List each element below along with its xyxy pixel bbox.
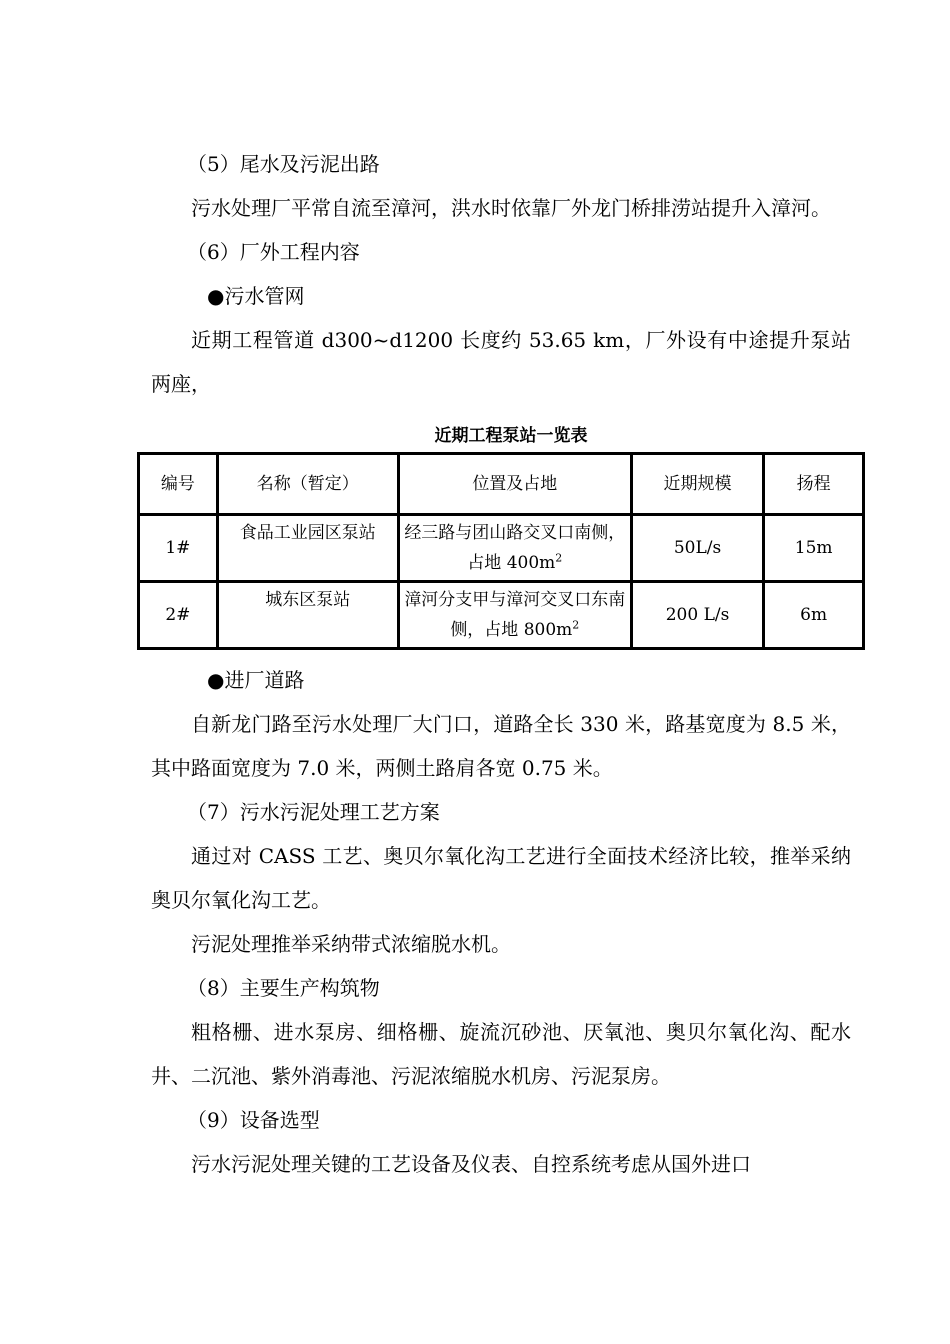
table-row — [139, 515, 864, 582]
pump-station-table — [137, 452, 865, 650]
bullet-sewer-network: ●污水管网 — [207, 284, 305, 308]
paragraph-structures: 粗格栅、进水泵房、细格栅、旋流沉砂池、厌氧池、奥贝尔氧化沟、配水井、二沉池、紫外消毒池、污泥浓缩脱水机房、污泥泵房。 — [151, 1020, 851, 1088]
table-cell-head: 15m — [764, 515, 864, 582]
section-heading-6: （6）厂外工程内容 — [187, 240, 360, 264]
table-row — [139, 582, 864, 649]
superscript: 2 — [572, 618, 580, 632]
table-cell-name: 城东区泵站 — [217, 582, 398, 649]
table-cell-name: 食品工业园区泵站 — [217, 515, 398, 582]
location-text: 经三路与团山路交叉口南侧，占地 400m — [404, 523, 626, 573]
bullet-access-road: ●进厂道路 — [207, 668, 305, 692]
paragraph-road: 自新龙门路至污水处理厂大门口，道路全长 330 米，路基宽度为 8.5 米，其中路面宽度为 7.0 米，两侧土路肩各宽 0.75 米。 — [151, 712, 851, 780]
document-page — [151, 142, 851, 1186]
table-header-cell: 名称（暂定） — [217, 454, 398, 515]
table-header-cell: 扬程 — [764, 454, 864, 515]
paragraph-equipment: 污水污泥处理关键的工艺设备及仪表、自控系统考虑从国外进口 — [191, 1152, 751, 1176]
paragraph-process: 通过对 CASS 工艺、奥贝尔氧化沟工艺进行全面技术经济比较，推举采纳奥贝尔氧化沟工艺。 — [151, 844, 851, 912]
table-cell-head: 6m — [764, 582, 864, 649]
table-header-cell: 近期规模 — [631, 454, 764, 515]
table-cell-location — [398, 582, 631, 649]
table-cell-id: 2# — [139, 582, 218, 649]
table-cell-scale: 50L/s — [631, 515, 764, 582]
paragraph-tailwater: 污水处理厂平常自流至漳河，洪水时依靠厂外龙门桥排涝站提升入漳河。 — [191, 196, 831, 220]
table-cell-location — [398, 515, 631, 582]
section-heading-5: （5）尾水及污泥出路 — [187, 152, 380, 176]
section-heading-9: （9）设备选型 — [187, 1108, 320, 1132]
table-cell-id: 1# — [139, 515, 218, 582]
location-text: 漳河分支甲与漳河交叉口东南侧，占地 800m — [404, 590, 626, 640]
table-header-row — [139, 454, 864, 515]
table-header-cell: 编号 — [139, 454, 218, 515]
paragraph-sludge: 污泥处理推举采纳带式浓缩脱水机。 — [191, 932, 511, 956]
section-heading-8: （8）主要生产构筑物 — [187, 976, 380, 1000]
table-cell-scale: 200 L/s — [631, 582, 764, 649]
paragraph-pipeline: 近期工程管道 d300~d1200 长度约 53.65 km，厂外设有中途提升泵站两座， — [151, 328, 851, 396]
section-heading-7: （7）污水污泥处理工艺方案 — [187, 800, 440, 824]
table-header-cell: 位置及占地 — [398, 454, 631, 515]
table-title: 近期工程泵站一览表 — [434, 426, 588, 446]
superscript: 2 — [555, 551, 563, 565]
